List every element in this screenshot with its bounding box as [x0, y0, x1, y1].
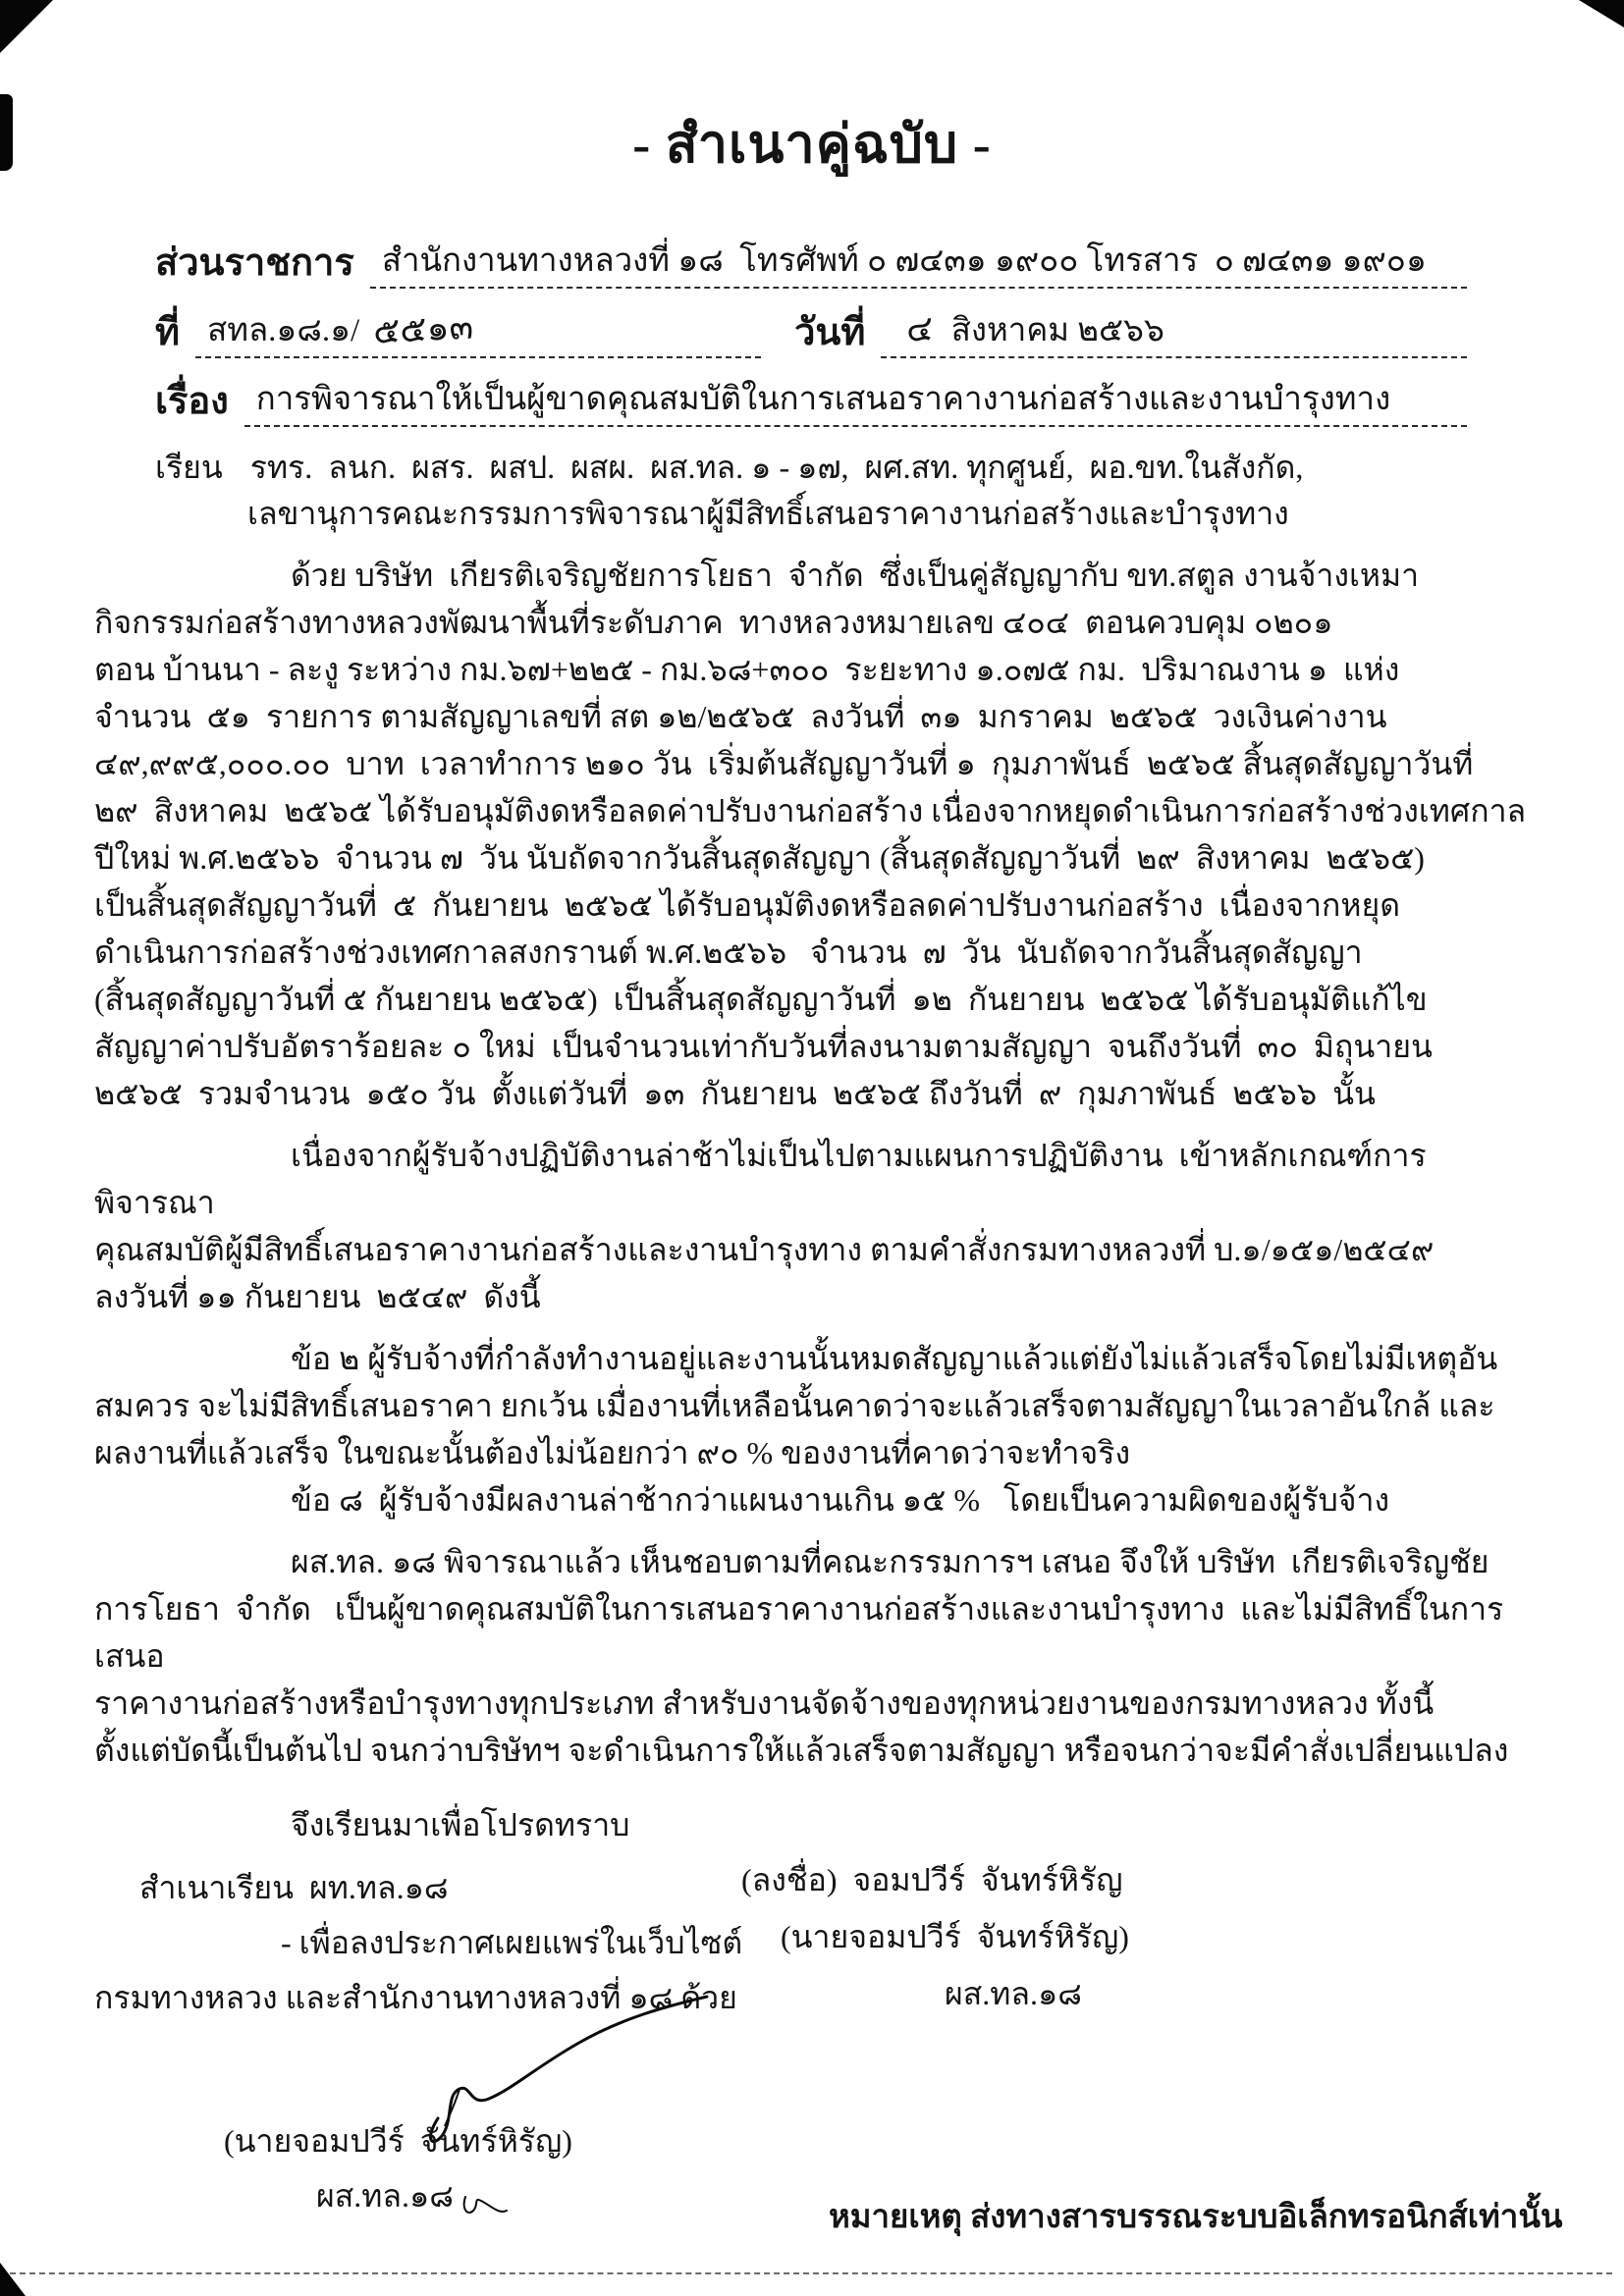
- document-copy-title: - สำเนาคู่ฉบับ -: [632, 115, 992, 174]
- salutation-line-1: [155, 445, 1530, 491]
- paragraph-3-clauses: [94, 1335, 1530, 1523]
- body-line: เป็นสิ้นสุดสัญญาวันที่ ๕ กันยายน ๒๕๖๕ ได้รับอนุมัติงดหรือลดค่าปรับงานก่อสร้าง เนื่องจากหยุด: [94, 887, 1401, 923]
- memo-body: [94, 552, 1530, 1848]
- bottom-sign-name: (นายจอมปวีร์ จันทร์หิรัญ): [224, 2123, 572, 2159]
- doc-no-prefix: สทล.๑๘.๑/: [207, 313, 360, 348]
- body-line: ผลงานที่แล้วเสร็จ ในขณะนั้นต้องไม่น้อยกว่า ๙๐ % ของงานที่คาดว่าจะทำจริง: [94, 1435, 1131, 1470]
- closing-line: จึงเรียนมาเพื่อโปรดทราบ: [291, 1807, 630, 1842]
- body-line: ด้วย บริษัท เกียรติเจริญชัยการโยธา จำกัด ซึ่งเป็นคู่สัญญากับ ขท.สตูล งานจ้างเหมา: [291, 558, 1420, 593]
- doc-no-value: [195, 306, 761, 358]
- body-line: ตอน บ้านนา - ละงู ระหว่าง กม.๖๗+๒๒๕ - กม.๖๘+๓๐๐ ระยะทาง ๑.๐๗๕ กม. ปริมาณงาน ๑ แห่ง: [94, 652, 1400, 687]
- body-line: ๒๙ สิงหาคม ๒๕๖๕ ได้รับอนุมัติงดหรือลดค่าปรับงานก่อสร้าง เนื่องจากหยุดดำเนินการก่อสร้างช่วงเทศกาล: [94, 793, 1527, 828]
- subject-value: การพิจารณาให้เป็นผู้ขาดคุณสมบัติในการเสนอราคางานก่อสร้างและงานบำรุงทาง: [244, 377, 1467, 427]
- body-line: (สิ้นสุดสัญญาวันที่ ๕ กันยายน ๒๕๖๕) เป็นสิ้นสุดสัญญาวันที่ ๑๒ กันยายน ๒๕๖๕ ได้รับอนุมัติแก้ไข: [94, 982, 1428, 1017]
- signed-by-line: (ลงชื่อ) จอมปวีร์ จันทร์หิรัญ: [741, 1862, 1123, 1897]
- scan-artifact-top-right: [1579, 0, 1624, 27]
- body-line: ดำเนินการก่อสร้างช่วงเทศกาลสงกรานต์ พ.ศ.๒๕๖๖ จำนวน ๗ วัน นับถัดจากวันสิ้นสุดสัญญา: [94, 934, 1363, 970]
- agency-row: [155, 238, 1467, 289]
- body-line: สมควร จะไม่มีสิทธิ์เสนอราคา ยกเว้น เมื่องานที่เหลือนั้นคาดว่าจะแล้วเสร็จตามสัญญาในเวลาอันใกล้ และ: [94, 1388, 1495, 1423]
- subject-label: เรื่อง: [155, 381, 229, 422]
- body-line: การโยธา จำกัด เป็นผู้ขาดคุณสมบัติในการเสนอราคางานก่อสร้างและงานบำรุงทาง และไม่มีสิทธิ์ในการเสนอ: [94, 1591, 1504, 1674]
- date-rest: สิงหาคม ๒๕๖๖: [950, 313, 1164, 348]
- to-label: เรียน: [155, 450, 223, 485]
- body-line: สัญญาค่าปรับอัตราร้อยละ ๐ ใหม่ เป็นจำนวนเท่ากับวันที่ลงนามตามสัญญา จนถึงวันที่ ๓๐ มิถุนายน: [94, 1029, 1433, 1064]
- body-line: เนื่องจากผู้รับจ้างปฏิบัติงานล่าช้าไม่เป็นไปตามแผนการปฏิบัติงาน เข้าหลักเกณฑ์การพิจารณา: [94, 1138, 1427, 1220]
- agency-value: สำนักงานทางหลวงที่ ๑๘ โทรศัพท์ ๐ ๗๔๓๑ ๑๙๐๐ โทรสาร ๐ ๗๔๓๑ ๑๙๐๑: [370, 239, 1467, 289]
- date-label: วันที่: [794, 312, 866, 353]
- date-day-handwritten: ๔: [905, 308, 935, 349]
- body-line: ๔๙,๙๙๕,๐๐๐.๐๐ บาท เวลาทำการ ๒๑๐ วัน เริ่มต้นสัญญาวันที่ ๑ กุมภาพันธ์ ๒๕๖๕ สิ้นสุดสัญญาวันที่: [94, 746, 1474, 781]
- memo-header: [155, 238, 1467, 427]
- to-recipients: รทร. ลนก. ผสร. ผสป. ผสผ. ผส.ทล. ๑ - ๑๗, ผศ.สท. ทุกศูนย์, ผอ.ขท.ในสังกัด,: [249, 450, 1304, 485]
- body-line: ๒๕๖๕ รวมจำนวน ๑๕๐ วัน ตั้งแต่วันที่ ๑๓ กันยายน ๒๕๖๕ ถึงวันที่ ๙ กุมภาพันธ์ ๒๕๖๖ นั้น: [94, 1076, 1376, 1111]
- subject-row: [155, 376, 1467, 427]
- bottom-sign-title: ผส.ทล.๑๘: [316, 2178, 454, 2214]
- copy-purpose-line: - เพื่อลงประกาศเผยแพร่ในเว็บไซต์: [281, 1925, 743, 1960]
- body-line: จำนวน ๕๑ รายการ ตามสัญญาเลขที่ สต ๑๒/๒๕๖๕ ลงวันที่ ๓๑ มกราคม ๒๕๖๕ วงเงินค่างาน: [94, 699, 1387, 734]
- scan-artifact-top-left: [0, 0, 53, 53]
- body-line: ปีใหม่ พ.ศ.๒๕๖๖ จำนวน ๗ วัน นับถัดจากวันสิ้นสุดสัญญา (สิ้นสุดสัญญาวันที่ ๒๙ สิงหาคม ๒๕๖๕): [94, 840, 1425, 876]
- salutation: [155, 445, 1530, 537]
- paragraph-4-decision: [94, 1538, 1530, 1774]
- signed-name-line: (นายจอมปวีร์ จันทร์หิรัญ): [781, 1919, 1129, 1954]
- body-line: ลงวันที่ ๑๑ กันยายน ๒๕๔๙ ดังนี้: [94, 1279, 541, 1314]
- copy-agency-line: กรมทางหลวง และสำนักงานทางหลวงที่ ๑๘ ด้วย: [94, 1980, 737, 2015]
- scan-artifact-bottom-edge: [10, 2272, 1612, 2274]
- body-line: ข้อ ๒ ผู้รับจ้างที่กำลังทำงานอยู่และงานนั้นหมดสัญญาแล้วแต่ยังไม่แล้วเสร็จโดยไม่มีเหตุอัน: [291, 1341, 1498, 1376]
- salutation-line-2: เลขานุการคณะกรรมการพิจารณาผู้มีสิทธิ์เสนอราคางานก่อสร้างและบำรุงทาง: [247, 496, 1289, 531]
- docno-date-row: [155, 306, 1467, 358]
- paragraph-1: [94, 552, 1530, 1117]
- paragraph-2: [94, 1132, 1530, 1320]
- body-line: ราคางานก่อสร้างหรือบำรุงทางทุกประเภท สำหรับงานจัดจ้างของทุกหน่วยงานของกรมทางหลวง ทั้งนี้: [94, 1685, 1435, 1721]
- date-value: [881, 306, 1467, 358]
- doc-no-label: ที่: [155, 312, 181, 353]
- delivery-note: หมายเหตุ ส่งทางสารบรรณระบบอิเล็กทรอนิกส์เท่านั้น: [829, 2200, 1563, 2235]
- body-line: ข้อ ๘ ผู้รับจ้างมีผลงานล่าช้ากว่าแผนงานเกิน ๑๕ % โดยเป็นความผิดของผู้รับจ้าง: [291, 1482, 1390, 1518]
- scan-artifact-left-edge: [0, 94, 13, 171]
- doc-no-handwritten: ๕๕๑๓: [372, 306, 475, 351]
- body-line: ผส.ทล. ๑๘ พิจารณาแล้ว เห็นชอบตามที่คณะกรรมการฯ เสนอ จึงให้ บริษัท เกียรติเจริญชัย: [291, 1544, 1489, 1579]
- body-line: ตั้งแต่บัดนี้เป็นต้นไป จนกว่าบริษัทฯ จะดำเนินการให้แล้วเสร็จตามสัญญา หรือจนกว่าจะมีคำสั่งเปลี่ยนแปลง: [94, 1733, 1509, 1768]
- body-line: คุณสมบัติผู้มีสิทธิ์เสนอราคางานก่อสร้างและงานบำรุงทาง ตามคำสั่งกรมทางหลวงที่ บ.๑/๑๕๑/๒๕๔๙: [94, 1232, 1435, 1267]
- flourish-stroke: [464, 2197, 507, 2213]
- signed-title-line: ผส.ทล.๑๘: [945, 1976, 1082, 2011]
- agency-label: ส่วนราชการ: [155, 242, 354, 284]
- scan-artifact-bottom-left: [0, 2263, 26, 2296]
- copy-to-line: สำเนาเรียน ผท.ทล.๑๘: [139, 1870, 449, 1905]
- handwritten-flourish: [460, 2187, 511, 2226]
- body-line: กิจกรรมก่อสร้างทางหลวงพัฒนาพื้นที่ระดับภาค ทางหลวงหมายเลข ๔๐๔ ตอนควบคุม ๐๒๐๑: [94, 605, 1333, 640]
